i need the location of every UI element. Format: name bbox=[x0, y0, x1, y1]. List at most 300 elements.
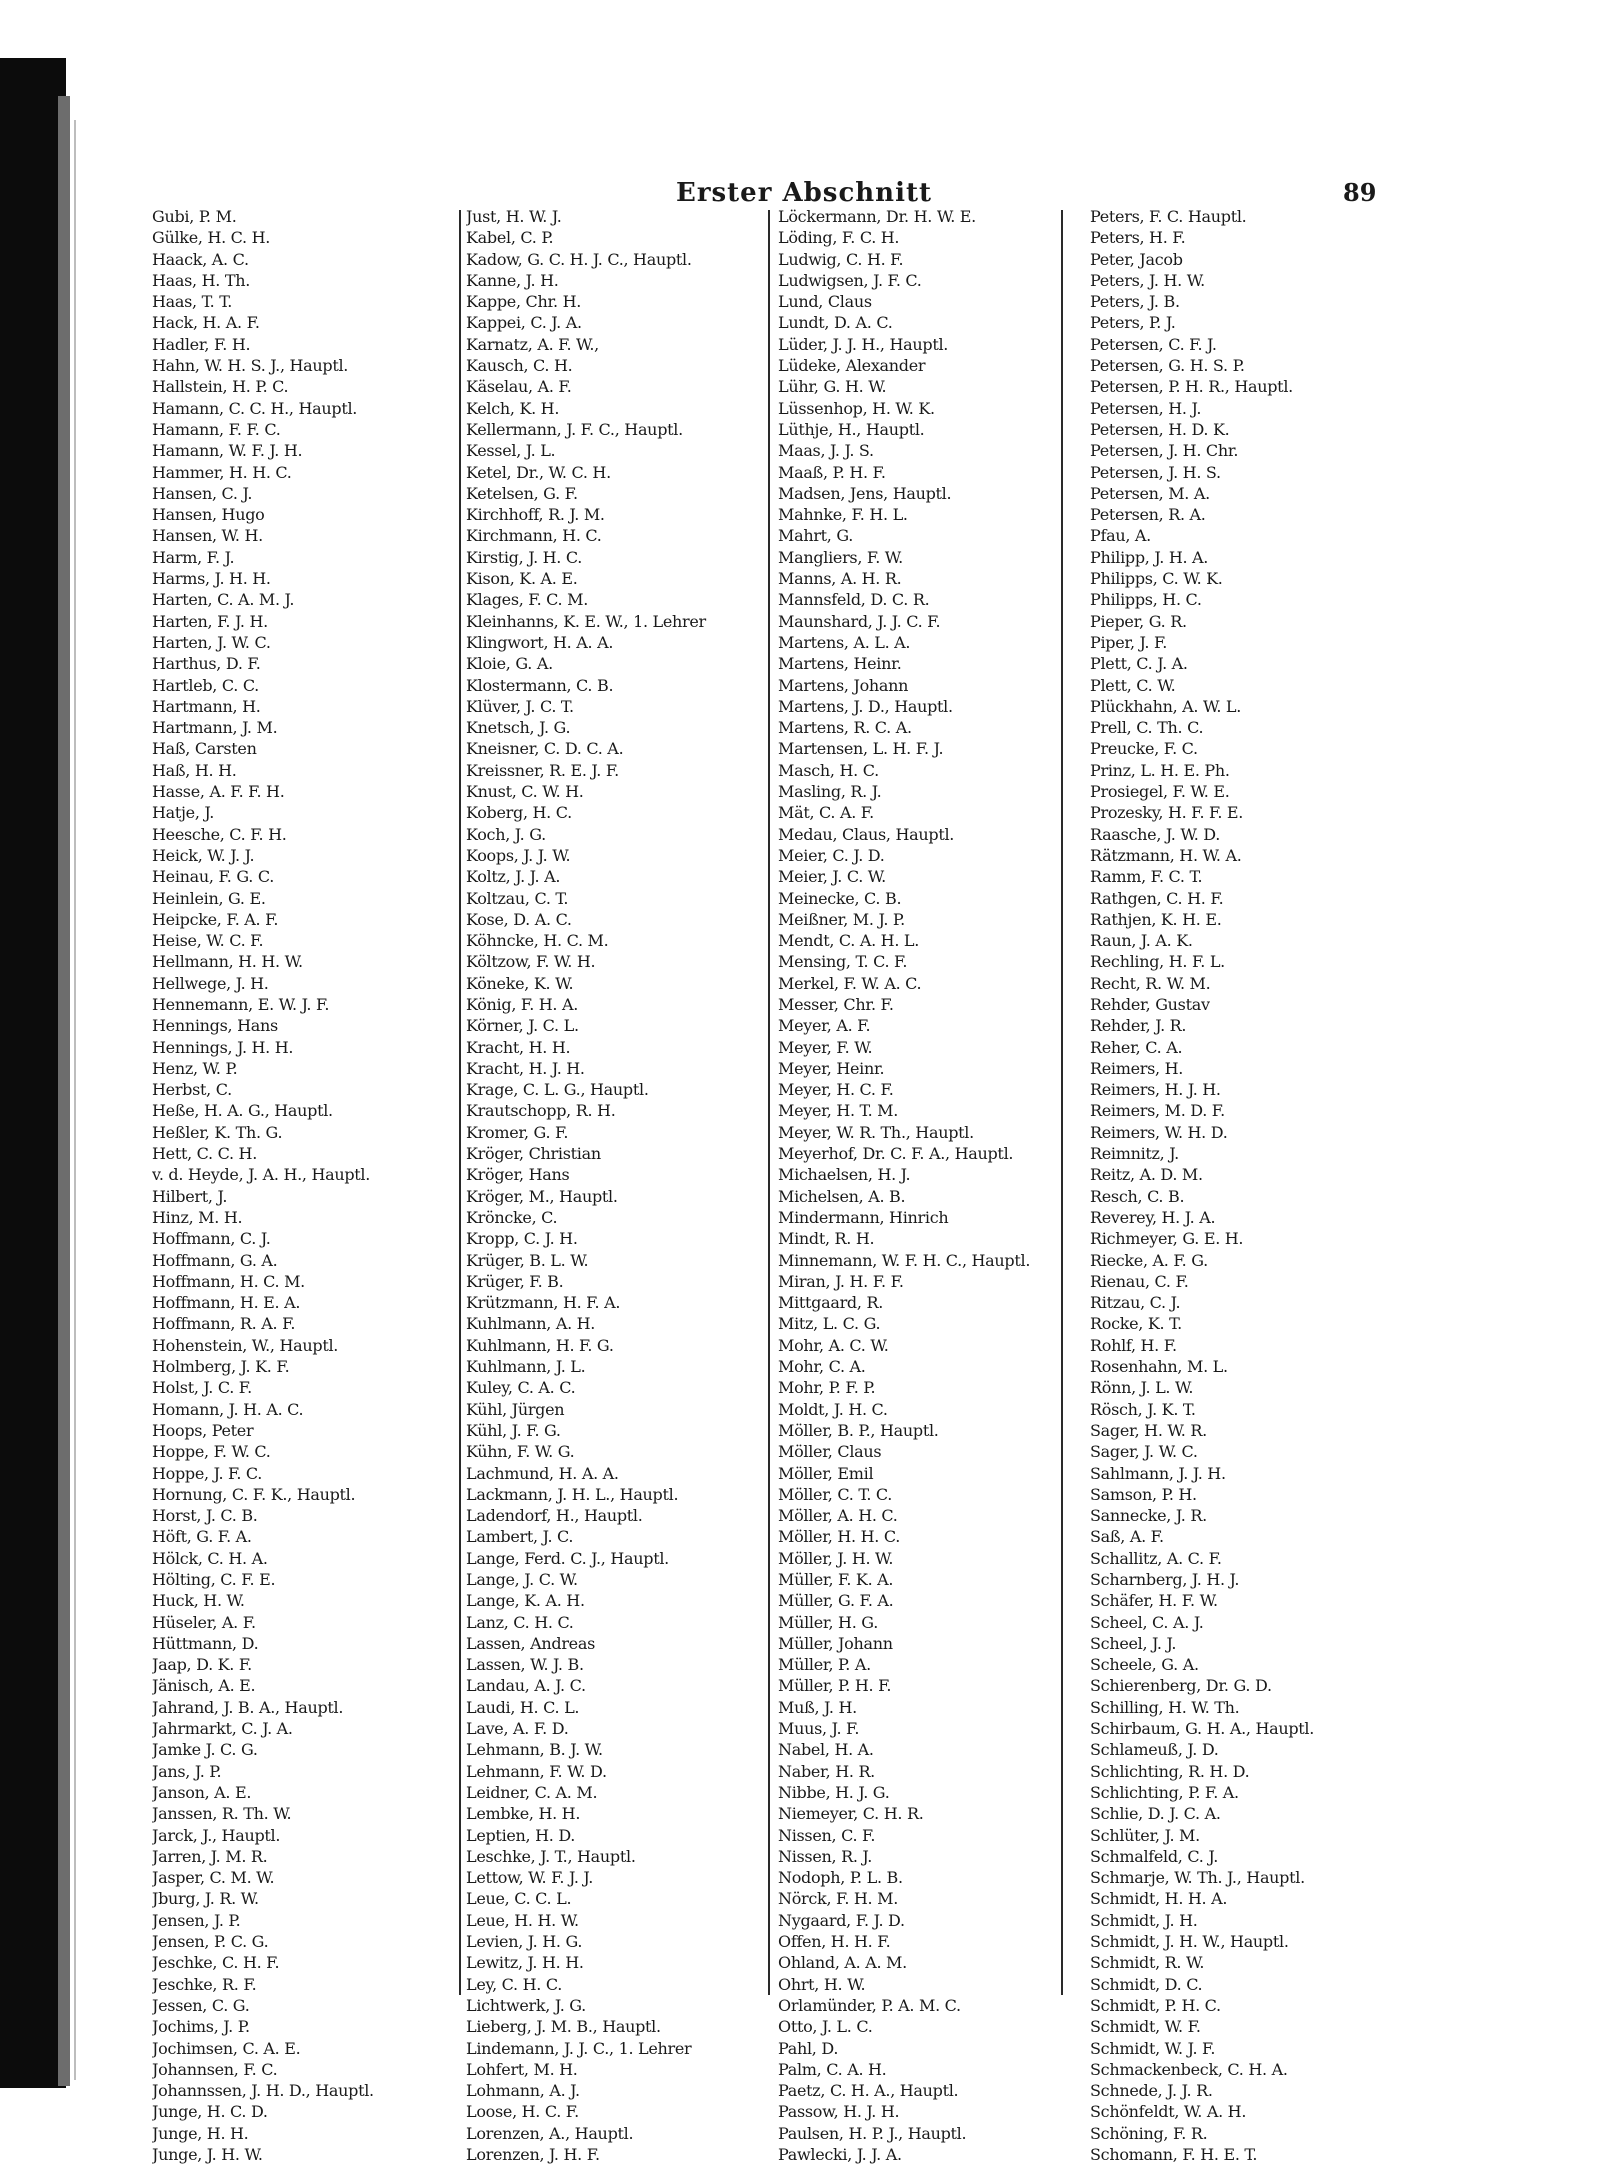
directory-entry: Hoffmann, R. A. F. bbox=[152, 1314, 296, 1334]
directory-entry: Junge, J. H. W. bbox=[152, 2145, 263, 2165]
directory-entry: Muus, J. F. bbox=[778, 1719, 860, 1739]
directory-entry: Schlichting, P. F. A. bbox=[1090, 1782, 1239, 1802]
directory-entry: Hahn, W. H. S. J., Hauptl. bbox=[152, 356, 349, 376]
directory-entry: Petersen, G. H. S. P. bbox=[1090, 356, 1245, 376]
directory-entry: Kausch, C. H. bbox=[466, 356, 573, 376]
directory-entry: Johannssen, J. H. D., Hauptl. bbox=[152, 2081, 374, 2101]
scan-border-grey bbox=[58, 96, 70, 2086]
directory-entry: Ketel, Dr., W. C. H. bbox=[466, 462, 611, 482]
directory-entry: Ohrt, H. W. bbox=[778, 1974, 866, 1994]
directory-entry: Heick, W. J. J. bbox=[152, 845, 255, 865]
directory-entry: Löckermann, Dr. H. W. E. bbox=[778, 207, 976, 226]
directory-entry: Lohmann, A. J. bbox=[466, 2081, 580, 2101]
directory-entry: König, F. H. A. bbox=[466, 994, 579, 1014]
directory-entry: Medau, Claus, Hauptl. bbox=[778, 824, 955, 844]
directory-entry: Kose, D. A. C. bbox=[466, 909, 572, 929]
directory-entry: Nygaard, F. J. D. bbox=[778, 1910, 905, 1930]
directory-entry: Schmarje, W. Th. J., Hauptl. bbox=[1090, 1868, 1305, 1888]
directory-entry: Möller, Claus bbox=[778, 1442, 882, 1462]
directory-entry: Herbst, C. bbox=[152, 1080, 232, 1100]
directory-entry: Petersen, C. F. J. bbox=[1090, 334, 1217, 354]
directory-entry: Peters, J. B. bbox=[1090, 292, 1180, 312]
directory-entry: Peters, F. C. Hauptl. bbox=[1090, 207, 1247, 226]
directory-entry: Scheel, C. A. J. bbox=[1090, 1612, 1204, 1632]
directory-entry: Schlameuß, J. D. bbox=[1090, 1740, 1219, 1760]
directory-entry: Schmackenbeck, C. H. A. bbox=[1090, 2059, 1288, 2079]
directory-entry: Lüdeke, Alexander bbox=[778, 356, 926, 376]
directory-entry: Kison, K. A. E. bbox=[466, 569, 578, 589]
directory-entry: Scheel, J. J. bbox=[1090, 1633, 1177, 1653]
directory-entry: Jänisch, A. E. bbox=[152, 1676, 256, 1696]
directory-entry: Rosenhahn, M. L. bbox=[1090, 1357, 1228, 1377]
directory-entry: Lange, K. A. H. bbox=[466, 1591, 585, 1611]
directory-entry: Müller, F. K. A. bbox=[778, 1570, 894, 1589]
directory-entry: Paetz, C. H. A., Hauptl. bbox=[778, 2081, 959, 2101]
directory-entry: Müller, H. G. bbox=[778, 1612, 878, 1632]
directory-entry: Reverey, H. J. A. bbox=[1090, 1207, 1216, 1227]
directory-entry: Lehmann, F. W. D. bbox=[466, 1761, 607, 1781]
directory-entry: Lassen, W. J. B. bbox=[466, 1655, 584, 1675]
directory-entry: Klingwort, H. A. A. bbox=[466, 632, 614, 652]
directory-entry: Kanne, J. H. bbox=[466, 270, 559, 290]
directory-entry: Moldt, J. H. C. bbox=[778, 1399, 888, 1419]
directory-entry: Klüver, J. C. T. bbox=[466, 696, 574, 716]
directory-entry: Preucke, F. C. bbox=[1090, 739, 1198, 759]
directory-entry: Knust, C. W. H. bbox=[466, 782, 584, 802]
directory-entry: Martens, Heinr. bbox=[778, 654, 902, 674]
directory-entry: Lewitz, J. H. H. bbox=[466, 1953, 584, 1973]
directory-entry: Jochimsen, C. A. E. bbox=[152, 2038, 301, 2058]
directory-entry: Haas, H. Th. bbox=[152, 270, 251, 290]
directory-entry: Haas, T. T. bbox=[152, 292, 233, 312]
directory-entry: Hack, H. A. F. bbox=[152, 313, 260, 333]
directory-entry: Schallitz, A. C. F. bbox=[1090, 1548, 1222, 1568]
directory-entry: Meyer, H. C. F. bbox=[778, 1080, 894, 1100]
directory-entry: Hüseler, A. F. bbox=[152, 1612, 256, 1632]
directory-entry: Prozesky, H. F. F. E. bbox=[1090, 803, 1244, 823]
directory-entry: Rönn, J. L. W. bbox=[1090, 1378, 1194, 1398]
directory-entry: Schmalfeld, C. J. bbox=[1090, 1846, 1218, 1866]
directory-entry: Petersen, J. H. S. bbox=[1090, 462, 1221, 482]
directory-entry: Scharnberg, J. H. J. bbox=[1090, 1570, 1240, 1589]
directory-entry: Jaap, D. K. F. bbox=[152, 1655, 252, 1675]
directory-entry: Martensen, L. H. F. J. bbox=[778, 739, 944, 759]
directory-entry: Hansen, W. H. bbox=[152, 526, 263, 546]
directory-entry: Klages, F. C. M. bbox=[466, 590, 588, 610]
directory-entry: Kirstig, J. H. C. bbox=[466, 547, 583, 567]
directory-entry: Käselau, A. F. bbox=[466, 377, 572, 397]
directory-entry: Hoffmann, G. A. bbox=[152, 1250, 278, 1270]
directory-entry: Martens, A. L. A. bbox=[778, 632, 911, 652]
directory-entry: Hamann, C. C. H., Hauptl. bbox=[152, 398, 358, 418]
directory-entry: Lambert, J. C. bbox=[466, 1527, 574, 1547]
directory-entry: Hölck, C. H. A. bbox=[152, 1548, 268, 1568]
directory-entry: Krautschopp, R. H. bbox=[466, 1101, 616, 1121]
directory-entry: Kuley, C. A. C. bbox=[466, 1378, 576, 1398]
directory-entry: Müller, G. F. A. bbox=[778, 1591, 894, 1611]
directory-entry: Reher, C. A. bbox=[1090, 1037, 1183, 1057]
directory-entry: Pieper, G. R. bbox=[1090, 611, 1187, 631]
directory-entry: Jeschke, C. H. F. bbox=[152, 1953, 280, 1973]
directory-entry: Naber, H. R. bbox=[778, 1761, 875, 1781]
directory-entry: Raun, J. A. K. bbox=[1090, 931, 1193, 951]
directory-entry: Muß, J. H. bbox=[778, 1697, 857, 1717]
directory-entry: Madsen, Jens, Hauptl. bbox=[778, 483, 952, 503]
directory-entry: Meyer, Heinr. bbox=[778, 1058, 885, 1078]
directory-entry: Ludwigsen, J. F. C. bbox=[778, 270, 922, 290]
directory-entry: Mahrt, G. bbox=[778, 526, 854, 546]
directory-entry: Prosiegel, F. W. E. bbox=[1090, 782, 1230, 802]
directory-entry: Just, H. W. J. bbox=[466, 207, 562, 226]
directory-entry: Müller, P. H. F. bbox=[778, 1676, 892, 1696]
directory-entry: Hoppe, J. F. C. bbox=[152, 1463, 263, 1483]
directory-entry: Schnede, J. J. R. bbox=[1090, 2081, 1213, 2101]
name-column-3 bbox=[778, 206, 1098, 2165]
directory-entry: Mät, C. A. F. bbox=[778, 803, 874, 823]
directory-entry: Hornung, C. F. K., Hauptl. bbox=[152, 1484, 356, 1504]
directory-entry: Johannsen, F. C. bbox=[152, 2059, 278, 2079]
directory-entry: Harthus, D. F. bbox=[152, 654, 261, 674]
directory-entry: Schlüter, J. M. bbox=[1090, 1825, 1200, 1845]
name-column-1 bbox=[152, 206, 472, 2165]
directory-entry: Ohland, A. A. M. bbox=[778, 1953, 907, 1973]
directory-entry: Möller, A. H. C. bbox=[778, 1506, 898, 1526]
directory-entry: Rehder, Gustav bbox=[1090, 994, 1210, 1014]
directory-entry: v. d. Heyde, J. A. H., Hauptl. bbox=[152, 1165, 371, 1185]
directory-entry: Michelsen, A. B. bbox=[778, 1186, 906, 1206]
directory-entry: Hinz, M. H. bbox=[152, 1207, 243, 1227]
directory-entry: Köneke, K. W. bbox=[466, 973, 574, 993]
directory-entry: Krüger, F. B. bbox=[466, 1271, 564, 1291]
directory-entry: Kühn, F. W. G. bbox=[466, 1442, 575, 1462]
directory-entry: Jamke J. C. G. bbox=[152, 1740, 258, 1760]
directory-entry: Lorenzen, A., Hauptl. bbox=[466, 2123, 634, 2143]
directory-entry: Jans, J. P. bbox=[152, 1761, 222, 1781]
directory-entry: Rocke, K. T. bbox=[1090, 1314, 1182, 1334]
directory-entry: Peters, P. J. bbox=[1090, 313, 1176, 333]
directory-entry: Lassen, Andreas bbox=[466, 1633, 596, 1653]
directory-entry: Harten, J. W. C. bbox=[152, 632, 271, 652]
directory-entry: Passow, H. J. H. bbox=[778, 2102, 900, 2122]
directory-entry: Nissen, C. F. bbox=[778, 1825, 876, 1845]
directory-entry: Kropp, C. J. H. bbox=[466, 1229, 578, 1249]
directory-entry: Saß, A. F. bbox=[1090, 1527, 1164, 1547]
directory-entry: Müller, Johann bbox=[778, 1633, 893, 1653]
directory-entry: Kappei, C. J. A. bbox=[466, 313, 582, 333]
directory-entry: Lanz, C. H. C. bbox=[466, 1612, 574, 1632]
directory-entry: Kühl, Jürgen bbox=[466, 1399, 565, 1419]
directory-entry: Schomann, F. H. E. T. bbox=[1090, 2145, 1258, 2165]
directory-entry: Petersen, H. D. K. bbox=[1090, 419, 1230, 439]
directory-entry: Klostermann, C. B. bbox=[466, 675, 614, 695]
directory-entry: Kneisner, C. D. C. A. bbox=[466, 739, 624, 759]
directory-entry: Pawlecki, J. J. A. bbox=[778, 2145, 902, 2165]
directory-entry: Schäfer, H. F. W. bbox=[1090, 1591, 1218, 1611]
directory-entry: Lorenzen, J. H. F. bbox=[466, 2145, 600, 2165]
directory-entry: Koltzau, C. T. bbox=[466, 888, 569, 908]
directory-entry: Lüssenhop, H. W. K. bbox=[778, 398, 935, 418]
directory-entry: Sager, H. W. R. bbox=[1090, 1420, 1207, 1440]
directory-entry: Hoffmann, C. J. bbox=[152, 1229, 271, 1249]
directory-entry: Sannecke, J. R. bbox=[1090, 1506, 1207, 1526]
directory-entry: Reimers, W. H. D. bbox=[1090, 1122, 1228, 1142]
directory-entry: Huck, H. W. bbox=[152, 1591, 245, 1611]
directory-entry: Paulsen, H. P. J., Hauptl. bbox=[778, 2123, 967, 2143]
directory-entry: Meyerhof, Dr. C. F. A., Hauptl. bbox=[778, 1144, 1014, 1164]
directory-entry: Levien, J. H. G. bbox=[466, 1932, 583, 1952]
directory-entry: Hansen, C. J. bbox=[152, 483, 253, 503]
directory-entry: Ludwig, C. H. F. bbox=[778, 249, 904, 269]
directory-entry: Hadler, F. H. bbox=[152, 334, 251, 354]
directory-entry: Schierenberg, Dr. G. D. bbox=[1090, 1676, 1272, 1696]
directory-entry: Heinlein, G. E. bbox=[152, 888, 266, 908]
directory-entry: Schöning, F. R. bbox=[1090, 2123, 1208, 2143]
directory-entry: Krage, C. L. G., Hauptl. bbox=[466, 1080, 649, 1100]
directory-entry: Minnemann, W. F. H. C., Hauptl. bbox=[778, 1250, 1031, 1270]
directory-entry: Masling, R. J. bbox=[778, 782, 882, 802]
directory-entry: Janson, A. E. bbox=[152, 1782, 252, 1802]
directory-entry: Kabel, C. P. bbox=[466, 228, 554, 248]
directory-entry: Meyer, W. R. Th., Hauptl. bbox=[778, 1122, 974, 1142]
directory-entry: Manns, A. H. R. bbox=[778, 569, 902, 589]
directory-entry: Philipps, H. C. bbox=[1090, 590, 1202, 610]
directory-entry: Haß, H. H. bbox=[152, 760, 237, 780]
directory-entry: Holst, J. C. F. bbox=[152, 1378, 252, 1398]
directory-entry: Hett, C. C. H. bbox=[152, 1144, 257, 1164]
directory-entry: Nissen, R. J. bbox=[778, 1846, 873, 1866]
directory-entry: Lettow, W. F. J. J. bbox=[466, 1868, 594, 1888]
directory-entry: Jensen, P. C. G. bbox=[152, 1932, 269, 1952]
directory-entry: Schmidt, D. C. bbox=[1090, 1974, 1203, 1994]
directory-entry: Reimers, H. bbox=[1090, 1058, 1184, 1078]
directory-entry: Jessen, C. G. bbox=[152, 1995, 250, 2015]
directory-entry: Philipps, C. W. K. bbox=[1090, 569, 1223, 589]
directory-entry: Möller, B. P., Hauptl. bbox=[778, 1420, 939, 1440]
directory-entry: Mohr, P. F. P. bbox=[778, 1378, 876, 1398]
directory-entry: Rätzmann, H. W. A. bbox=[1090, 845, 1242, 865]
directory-entry: Petersen, H. J. bbox=[1090, 398, 1202, 418]
directory-entry: Gülke, H. C. H. bbox=[152, 228, 271, 248]
directory-entry: Kuhlmann, H. F. G. bbox=[466, 1335, 614, 1355]
directory-entry: Junge, H. H. bbox=[152, 2123, 249, 2143]
directory-entry: Recht, R. W. M. bbox=[1090, 973, 1211, 993]
directory-entry: Leptien, H. D. bbox=[466, 1825, 576, 1845]
directory-entry: Mahnke, F. H. L. bbox=[778, 505, 908, 525]
directory-entry: Plett, C. W. bbox=[1090, 675, 1176, 695]
directory-entry: Mohr, A. C. W. bbox=[778, 1335, 889, 1355]
directory-entry: Knetsch, J. G. bbox=[466, 718, 571, 738]
directory-entry: Meyer, H. T. M. bbox=[778, 1101, 899, 1121]
directory-entry: Lichtwerk, J. G. bbox=[466, 1995, 586, 2015]
directory-entry: Kessel, J. L. bbox=[466, 441, 556, 461]
directory-entry: Karnatz, A. F. W., bbox=[466, 334, 599, 354]
directory-entry: Hasse, A. F. F. H. bbox=[152, 782, 285, 802]
directory-entry: Nodoph, P. L. B. bbox=[778, 1868, 903, 1888]
directory-entry: Rathgen, C. H. F. bbox=[1090, 888, 1224, 908]
directory-entry: Samson, P. H. bbox=[1090, 1484, 1197, 1504]
directory-entry: Scheele, G. A. bbox=[1090, 1655, 1199, 1675]
directory-entry: Lembke, H. H. bbox=[466, 1804, 581, 1824]
directory-entry: Hartmann, J. M. bbox=[152, 718, 278, 738]
directory-entry: Kröger, M., Hauptl. bbox=[466, 1186, 618, 1206]
directory-entry: Kuhlmann, J. L. bbox=[466, 1357, 586, 1377]
directory-entry: Plett, C. J. A. bbox=[1090, 654, 1188, 674]
directory-entry: Schlie, D. J. C. A. bbox=[1090, 1804, 1221, 1824]
directory-entry: Müller, P. A. bbox=[778, 1655, 871, 1675]
directory-entry: Petersen, P. H. R., Hauptl. bbox=[1090, 377, 1293, 397]
directory-entry: Landau, A. J. C. bbox=[466, 1676, 586, 1696]
directory-entry: Schmidt, P. H. C. bbox=[1090, 1995, 1221, 2015]
directory-entry: Lave, A. F. D. bbox=[466, 1719, 569, 1739]
directory-entry: Kelch, K. H. bbox=[466, 398, 560, 418]
directory-entry: Hamann, W. F. J. H. bbox=[152, 441, 303, 461]
directory-entry: Kirchhoff, R. J. M. bbox=[466, 505, 605, 525]
directory-entry: Mohr, C. A. bbox=[778, 1357, 866, 1377]
directory-entry: Rienau, C. F. bbox=[1090, 1271, 1189, 1291]
directory-entry: Lühr, G. H. W. bbox=[778, 377, 887, 397]
directory-entry: Lüthje, H., Hauptl. bbox=[778, 419, 925, 439]
directory-entry: Reimers, H. J. H. bbox=[1090, 1080, 1221, 1100]
directory-entry: Hennings, J. H. H. bbox=[152, 1037, 294, 1057]
directory-entry: Hoffmann, H. C. M. bbox=[152, 1271, 305, 1291]
directory-entry: Kadow, G. C. H. J. C., Hauptl. bbox=[466, 249, 692, 269]
directory-entry: Schmidt, W. F. bbox=[1090, 2017, 1201, 2037]
directory-entry: Ramm, F. C. T. bbox=[1090, 867, 1203, 887]
directory-entry: Michaelsen, H. J. bbox=[778, 1165, 911, 1185]
directory-entry: Petersen, R. A. bbox=[1090, 505, 1206, 525]
directory-entry: Lehmann, B. J. W. bbox=[466, 1740, 603, 1760]
directory-entry: Möller, C. T. C. bbox=[778, 1484, 893, 1504]
directory-entry: Miran, J. H. F. F. bbox=[778, 1271, 904, 1291]
directory-entry: Martens, J. D., Hauptl. bbox=[778, 696, 953, 716]
directory-entry: Hellwege, J. H. bbox=[152, 973, 269, 993]
directory-entry: Petersen, J. H. Chr. bbox=[1090, 441, 1239, 461]
directory-entry: Hennemann, E. W. J. F. bbox=[152, 994, 330, 1014]
directory-entry: Jburg, J. R. W. bbox=[152, 1889, 259, 1909]
directory-entry: Schönfeldt, W. A. H. bbox=[1090, 2102, 1247, 2122]
directory-entry: Mittgaard, R. bbox=[778, 1293, 883, 1313]
page-number: 89 bbox=[1343, 178, 1377, 207]
directory-entry: Meyer, A. F. bbox=[778, 1016, 871, 1036]
directory-entry: Höft, G. F. A. bbox=[152, 1527, 252, 1547]
directory-entry: Leidner, C. A. M. bbox=[466, 1782, 598, 1802]
directory-entry: Löding, F. C. H. bbox=[778, 228, 900, 248]
directory-entry: Kreissner, R. E. J. F. bbox=[466, 760, 619, 780]
directory-entry: Peter, Jacob bbox=[1090, 249, 1183, 269]
directory-entry: Nabel, H. A. bbox=[778, 1740, 874, 1760]
directory-entry: Heße, H. A. G., Hauptl. bbox=[152, 1101, 333, 1121]
directory-entry: Orlamünder, P. A. M. C. bbox=[778, 1995, 961, 2015]
directory-entry: Möller, Emil bbox=[778, 1463, 874, 1483]
directory-entry: Hoops, Peter bbox=[152, 1420, 254, 1440]
directory-entry: Piper, J. F. bbox=[1090, 632, 1168, 652]
directory-entry: Martens, R. C. A. bbox=[778, 718, 912, 738]
directory-entry: Jochims, J. P. bbox=[152, 2017, 250, 2037]
directory-entry: Reitz, A. D. M. bbox=[1090, 1165, 1203, 1185]
directory-entry: Hammer, H. H. C. bbox=[152, 462, 292, 482]
directory-entry: Möller, J. H. W. bbox=[778, 1548, 894, 1568]
directory-entry: Lohfert, M. H. bbox=[466, 2059, 578, 2079]
directory-entry: Jensen, J. P. bbox=[152, 1910, 241, 1930]
directory-entry: Hamann, F. F. C. bbox=[152, 419, 281, 439]
directory-entry: Jeschke, R. F. bbox=[152, 1974, 257, 1994]
directory-entry: Kloie, G. A. bbox=[466, 654, 553, 674]
directory-entry: Martens, Johann bbox=[778, 675, 909, 695]
directory-entry: Peters, H. F. bbox=[1090, 228, 1186, 248]
directory-entry: Harm, F. J. bbox=[152, 547, 235, 567]
directory-entry: Plückhahn, A. W. L. bbox=[1090, 696, 1242, 716]
directory-entry: Jasper, C. M. W. bbox=[152, 1868, 275, 1888]
directory-entry: Heipcke, F. A. F. bbox=[152, 909, 279, 929]
directory-entry: Kappe, Chr. H. bbox=[466, 292, 582, 312]
directory-entry: Költzow, F. W. H. bbox=[466, 952, 596, 972]
directory-entry: Körner, J. C. L. bbox=[466, 1016, 579, 1036]
directory-entry: Offen, H. H. F. bbox=[778, 1932, 891, 1952]
directory-entry: Janssen, R. Th. W. bbox=[152, 1804, 292, 1824]
directory-entry: Hilbert, J. bbox=[152, 1186, 228, 1206]
directory-entry: Pahl, D. bbox=[778, 2038, 839, 2058]
directory-entry: Kellermann, J. F. C., Hauptl. bbox=[466, 419, 683, 439]
directory-entry: Krüger, B. L. W. bbox=[466, 1250, 589, 1270]
directory-entry: Hartmann, H. bbox=[152, 696, 261, 716]
directory-entry: Kromer, G. F. bbox=[466, 1122, 569, 1142]
directory-entry: Prinz, L. H. E. Ph. bbox=[1090, 760, 1230, 780]
directory-entry: Rösch, J. K. T. bbox=[1090, 1399, 1196, 1419]
directory-entry: Schirbaum, G. H. A., Hauptl. bbox=[1090, 1719, 1315, 1739]
directory-entry: Krützmann, H. F. A. bbox=[466, 1293, 621, 1313]
directory-entry: Mitz, L. C. G. bbox=[778, 1314, 881, 1334]
section-heading: Erster Abschnitt bbox=[676, 178, 932, 208]
directory-entry: Leue, H. H. W. bbox=[466, 1910, 579, 1930]
directory-entry: Jahrmarkt, C. J. A. bbox=[152, 1719, 293, 1739]
directory-entry: Hoppe, F. W. C. bbox=[152, 1442, 271, 1462]
scan-border-dark bbox=[0, 58, 66, 2088]
directory-entry: Rehder, J. R. bbox=[1090, 1016, 1187, 1036]
directory-entry: Harten, F. J. H. bbox=[152, 611, 268, 631]
directory-entry: Schmidt, R. W. bbox=[1090, 1953, 1205, 1973]
directory-entry: Richmeyer, G. E. H. bbox=[1090, 1229, 1244, 1249]
directory-entry: Kröger, Christian bbox=[466, 1144, 601, 1164]
directory-entry: Hennings, Hans bbox=[152, 1016, 278, 1036]
directory-entry: Lundt, D. A. C. bbox=[778, 313, 893, 333]
directory-entry: Mindt, R. H. bbox=[778, 1229, 875, 1249]
directory-entry: Riecke, A. F. G. bbox=[1090, 1250, 1208, 1270]
name-column-4 bbox=[1090, 206, 1410, 2165]
directory-entry: Mendt, C. A. H. L. bbox=[778, 931, 920, 951]
directory-entry: Harms, J. H. H. bbox=[152, 569, 271, 589]
directory-entry: Horst, J. C. B. bbox=[152, 1506, 258, 1526]
directory-entry: Kleinhanns, K. E. W., 1. Lehrer bbox=[466, 611, 706, 631]
directory-entry: Laudi, H. C. L. bbox=[466, 1697, 580, 1717]
directory-entry: Maas, J. J. S. bbox=[778, 441, 874, 461]
directory-entry: Schilling, H. W. Th. bbox=[1090, 1697, 1240, 1717]
directory-entry: Henz, W. P. bbox=[152, 1058, 238, 1078]
directory-entry: Jahrand, J. B. A., Hauptl. bbox=[152, 1697, 344, 1717]
directory-entry: Niemeyer, C. H. R. bbox=[778, 1804, 924, 1824]
directory-entry: Ladendorf, H., Hauptl. bbox=[466, 1506, 643, 1526]
directory-entry: Maaß, P. H. F. bbox=[778, 462, 886, 482]
directory-entry: Kracht, H. H. bbox=[466, 1037, 571, 1057]
directory-entry: Lieberg, J. M. B., Hauptl. bbox=[466, 2017, 661, 2037]
directory-entry: Nörck, F. H. M. bbox=[778, 1889, 898, 1909]
directory-entry: Lange, Ferd. C. J., Hauptl. bbox=[466, 1548, 669, 1568]
directory-entry: Maunshard, J. J. C. F. bbox=[778, 611, 941, 631]
directory-entry: Koltz, J. J. A. bbox=[466, 867, 561, 887]
directory-entry: Mensing, T. C. F. bbox=[778, 952, 908, 972]
directory-entry: Hellmann, H. H. W. bbox=[152, 952, 303, 972]
directory-entry: Kracht, H. J. H. bbox=[466, 1058, 585, 1078]
directory-entry: Möller, H. H. C. bbox=[778, 1527, 900, 1547]
